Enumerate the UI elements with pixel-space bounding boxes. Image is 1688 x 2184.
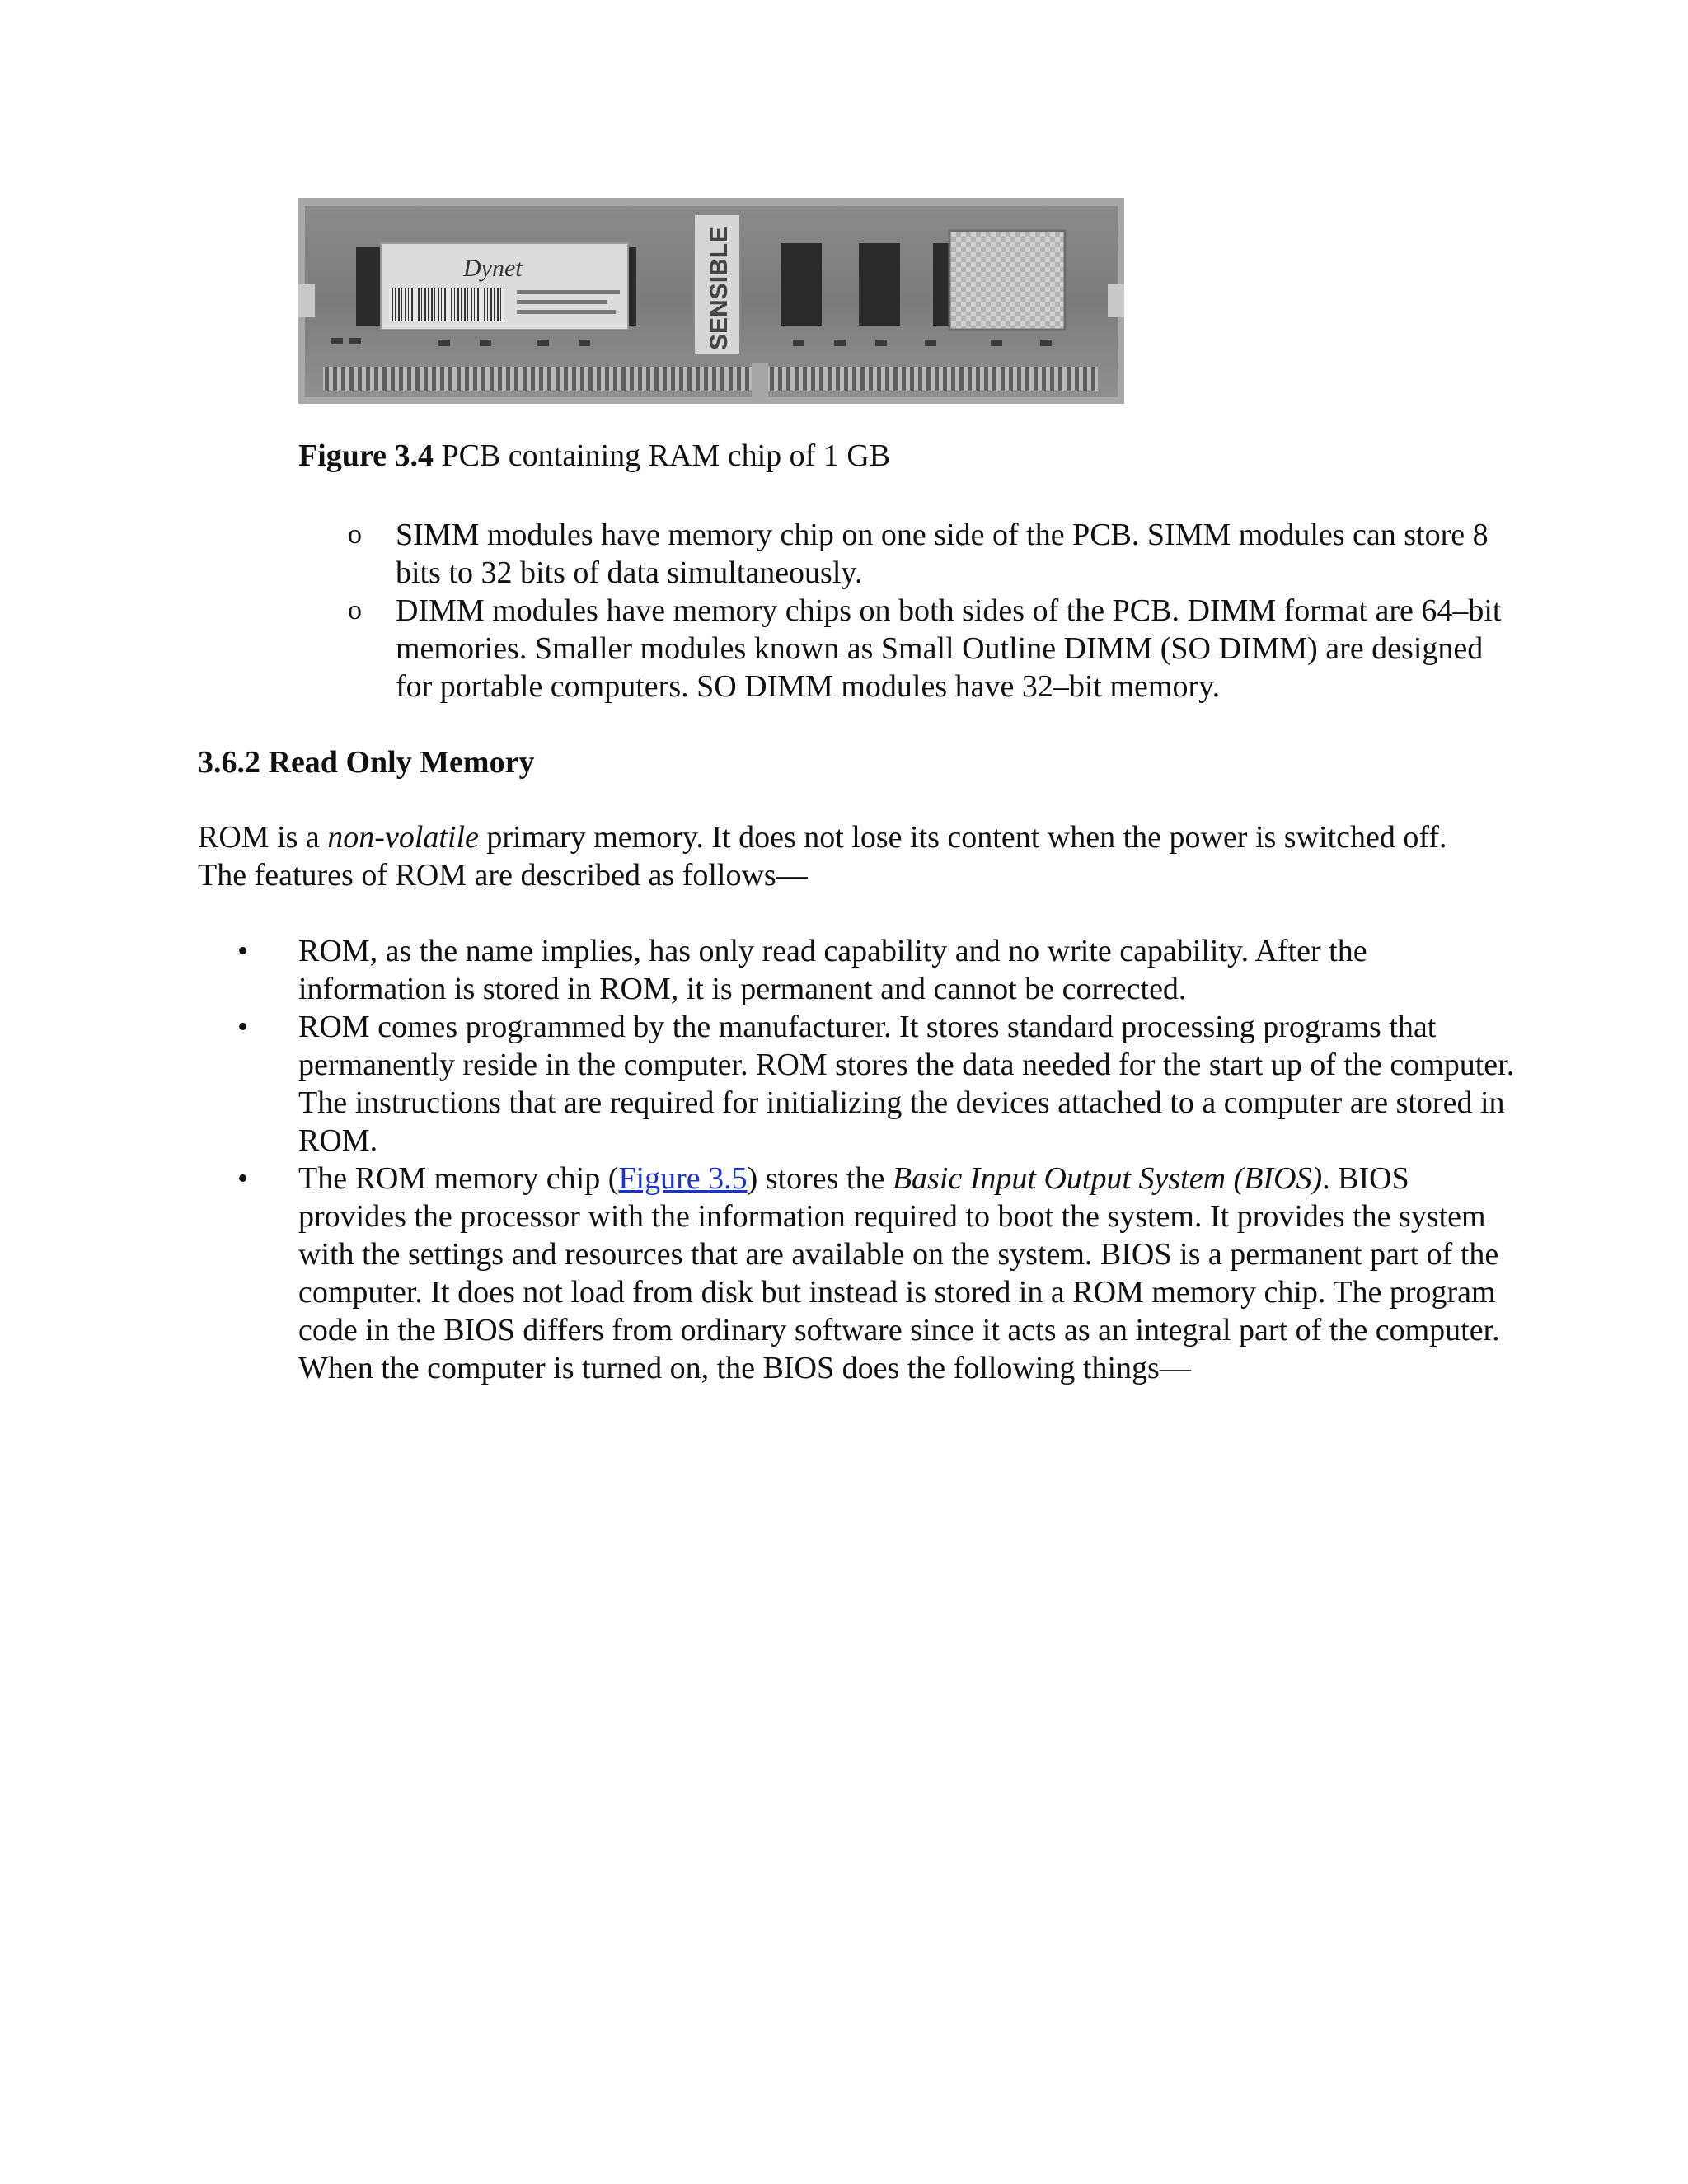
intro-emphasis: non-volatile — [327, 820, 479, 855]
key-notch — [752, 363, 768, 397]
side-label-text: SENSIBLE — [706, 226, 733, 350]
list-item — [298, 516, 1502, 592]
module-types-list — [298, 516, 1502, 705]
contact-pins-left — [323, 367, 752, 391]
bullet-symbol: • — [237, 934, 249, 968]
list-marker: o — [348, 595, 362, 626]
list-item-text-start: The ROM memory chip ( — [298, 1161, 619, 1196]
list-item — [298, 592, 1502, 705]
memory-chip — [781, 243, 822, 326]
list-item-text: SIMM modules have memory chip on one side of the PCB. SIMM modules can store 8 bits to 32 bits of data simultaneously. — [396, 518, 1489, 590]
intro-text-start: ROM is a — [198, 820, 328, 855]
list-item-text: ROM comes programmed by the manufacturer. It stores standard processing programs that permanently reside in the computer. ROM stores the data needed for the start up of the computer. The instructions that are required for initializing the devices attached to a computer are stored in ROM. — [298, 1010, 1515, 1158]
section-intro-paragraph — [198, 818, 1484, 894]
section-heading: 3.6.2 Read Only Memory — [198, 745, 535, 780]
figure-caption — [298, 437, 890, 475]
bullet-symbol: • — [237, 1161, 249, 1196]
list-item — [198, 1160, 1517, 1387]
hologram-sticker — [950, 231, 1065, 330]
bios-emphasis: Basic Input Output System (BIOS) — [892, 1161, 1323, 1196]
list-item-text-mid: ) stores the — [747, 1161, 893, 1196]
label-brand-text: Dynet — [463, 255, 523, 282]
figure-caption-text: PCB containing RAM chip of 1 GB — [433, 438, 891, 473]
intro-text-end: primary memory. It does not lose its content when the power is switched off. The features of ROM are described as follows— — [198, 820, 1447, 893]
list-marker: o — [348, 519, 362, 550]
list-item-text-end: . BIOS provides the processor with the information required to boot the system. It provides the system with the settings and resources that are available on the system. BIOS is a permanent part of the computer. It does not load from disk but instead is stored in a ROM memory chip. The program code in the BIOS differs from ordinary software since it acts as an integral part of the computer. When the computer is turned on, the BIOS does the following things— — [298, 1161, 1500, 1385]
rom-features-list — [198, 932, 1517, 1387]
memory-chip — [859, 243, 900, 326]
ram-module-illustration — [298, 198, 1124, 404]
contact-pins-right — [768, 367, 1098, 391]
figure-3-5-link[interactable]: Figure 3.5 — [618, 1161, 748, 1196]
list-item — [198, 932, 1517, 1008]
list-item — [198, 1008, 1517, 1160]
list-item-text: DIMM modules have memory chips on both sides of the PCB. DIMM format are 64–bit memories. Smaller modules known as Small Outline DIMM (SO DIMM) are designed for portable computers. SO DIMM modules have 32–bit memory. — [396, 593, 1502, 704]
figure-caption-label: Figure 3.4 — [298, 438, 434, 473]
ram-module-image — [298, 198, 1124, 404]
list-item-text: ROM, as the name implies, has only read capability and no write capability. After the information is stored in ROM, it is permanent and cannot be corrected. — [298, 934, 1367, 1006]
bullet-symbol: • — [237, 1010, 249, 1044]
barcode — [389, 288, 504, 321]
